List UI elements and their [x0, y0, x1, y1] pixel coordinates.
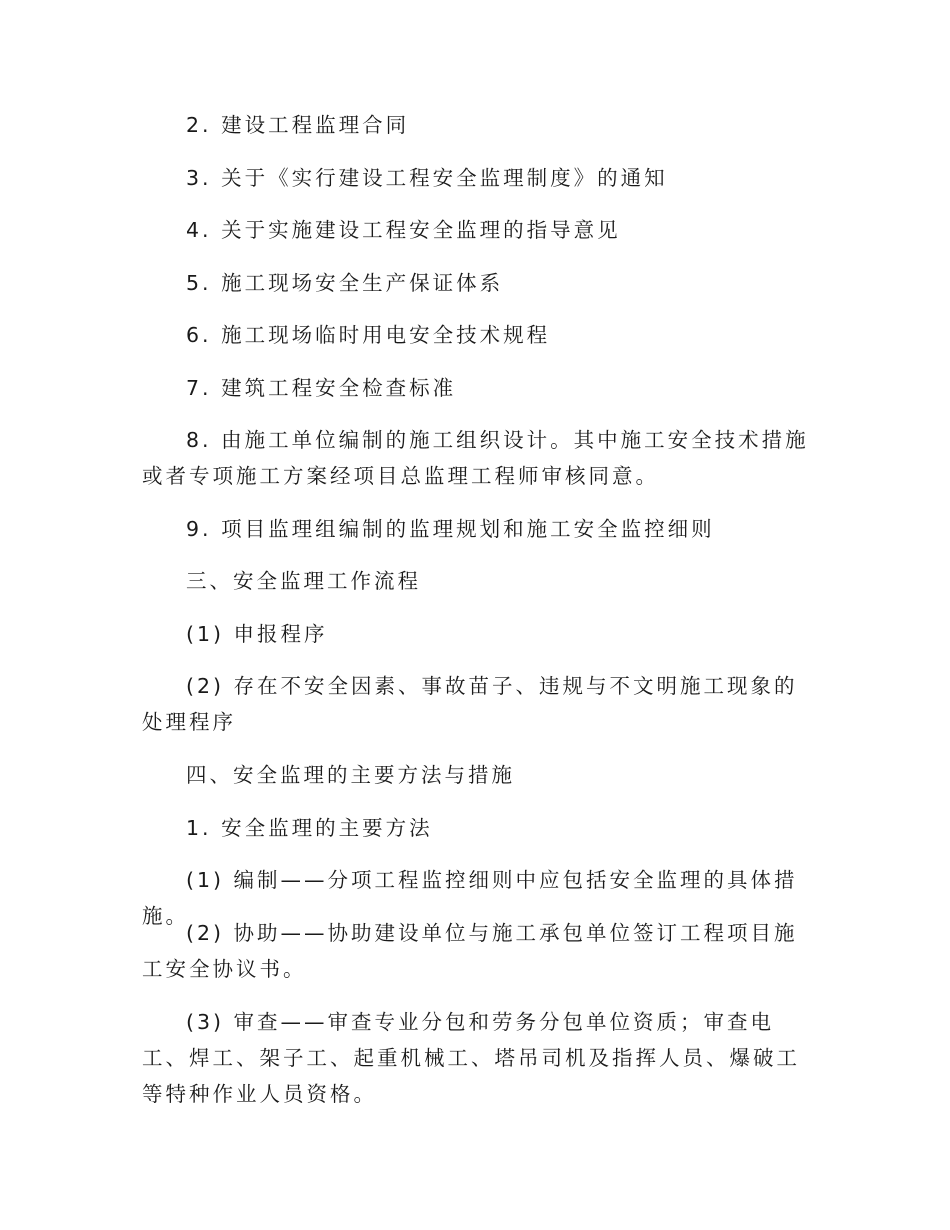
section-heading-4: 四、安全监理的主要方法与措施: [186, 763, 515, 787]
section-heading-3: 三、安全监理工作流程: [186, 569, 421, 593]
subitem-handling: (2) 存在不安全因素、事故苗子、违规与不文明施工现象的处理程序: [142, 674, 798, 734]
paragraph-item-9: 9. 项目监理组编制的监理规划和施工安全监控细则: [186, 517, 715, 541]
paragraph-item-8: 8. 由施工单位编制的施工组织设计。其中施工安全技术措施或者专项施工方案经项目总监理工程师审核同意。: [142, 428, 809, 488]
paragraph-item-3: 3. 关于《实行建设工程安全监理制度》的通知: [186, 166, 668, 190]
paragraph-item-7: 7. 建筑工程安全检查标准: [186, 376, 457, 400]
paragraph-item-6: 6. 施工现场临时用电安全技术规程: [186, 323, 551, 347]
method-review: (3) 审查——审查专业分包和劳务分包单位资质；审查电工、焊工、架子工、起重机械工、塔吊司机及指挥人员、爆破工等特种作业人员资格。: [142, 1010, 800, 1106]
method-assist: (2) 协助——协助建设单位与施工承包单位签订工程项目施工安全协议书。: [142, 921, 798, 981]
paragraph-item-5: 5. 施工现场安全生产保证体系: [186, 271, 504, 295]
method-compile: (1) 编制——分项工程监控细则中应包括安全监理的具体措施。: [142, 868, 798, 928]
paragraph-item-2: 2. 建设工程监理合同: [186, 113, 410, 137]
paragraph-item-4: 4. 关于实施建设工程安全监理的指导意见: [186, 218, 621, 242]
subitem-declaration: (1) 申报程序: [186, 622, 328, 646]
subsection-heading-1: 1. 安全监理的主要方法: [186, 816, 433, 840]
